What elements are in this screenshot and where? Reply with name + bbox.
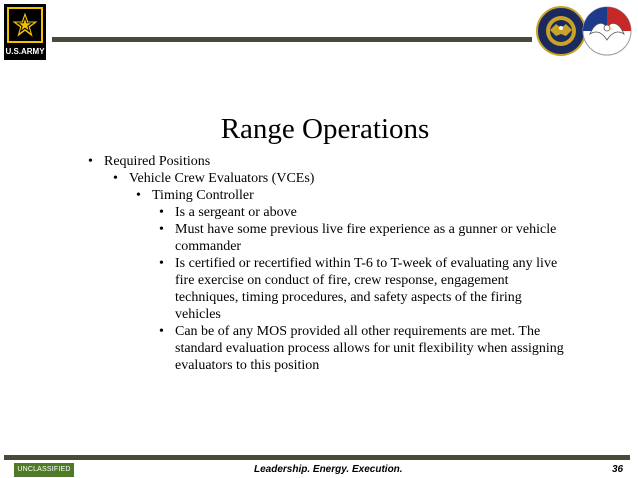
eagle-badge-icon: [582, 6, 632, 56]
bullet-text: Must have some previous live fire experience as a gunner or vehicle commander: [175, 222, 557, 254]
army-star-icon: [7, 7, 43, 43]
bullet-level-4: [159, 204, 570, 221]
bullet-icon: •: [159, 205, 164, 220]
page-number: 36: [612, 464, 624, 475]
classification-badge: UNCLASSIFIED: [14, 463, 74, 477]
bullet-icon: •: [88, 154, 93, 169]
bullet-icon: •: [136, 188, 141, 203]
bullet-icon: •: [159, 222, 164, 237]
army-reserve-seal-icon: [536, 6, 586, 56]
slide-title: Range Operations: [220, 113, 430, 145]
bullet-icon: •: [159, 256, 164, 271]
bullet-text: Required Positions: [104, 154, 211, 169]
bullet-level-2: [113, 170, 315, 187]
bullet-icon: •: [113, 171, 118, 186]
bullet-level-3: [136, 187, 254, 204]
footer-rule: [4, 455, 630, 460]
bullet-text: Is a sergeant or above: [175, 205, 297, 220]
footer-tagline: Leadership. Energy. Execution.: [254, 464, 403, 475]
bullet-text: Timing Controller: [152, 188, 254, 203]
bullet-level-1: [88, 153, 211, 170]
bullet-text: Can be of any MOS provided all other requirements are met. The standard evaluation process allows for unit flexibility when assigning evaluators to this position: [175, 324, 564, 373]
bullet-icon: •: [159, 324, 164, 339]
logo-text: U.S.ARMY: [5, 47, 45, 56]
bullet-level-4: [159, 255, 570, 323]
bullet-text: Vehicle Crew Evaluators (VCEs): [129, 171, 315, 186]
bullet-level-4: [159, 221, 570, 255]
bullet-level-4: [159, 323, 570, 374]
bullet-text: Is certified or recertified within T-6 to T-week of evaluating any live fire exercise on conduct of fire, crew response, engagement techniques, timing procedures, and safety aspects of the firing vehicles: [175, 256, 558, 322]
header-rule: [52, 37, 532, 42]
us-army-logo: [4, 4, 46, 60]
